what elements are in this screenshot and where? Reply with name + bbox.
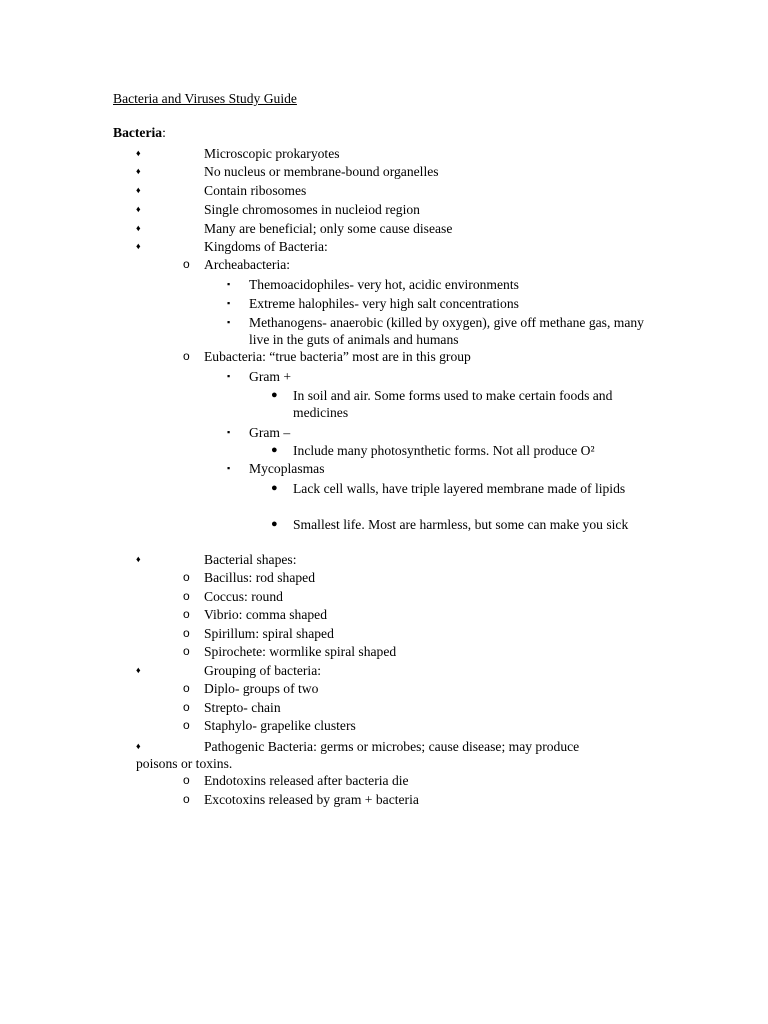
archea-item: Themoacidophiles- very hot, acidic environments xyxy=(249,277,519,292)
gram-negative-detail: Include many photosynthetic forms. Not all produce O² xyxy=(293,443,595,458)
diamond-bullet-icon: ♦ xyxy=(136,554,141,564)
gram-negative-label: Gram – xyxy=(249,425,291,440)
pathogenic-text: Pathogenic Bacteria: germs or microbes; cause disease; may produce xyxy=(204,739,580,754)
grouping-item: Strepto- chain xyxy=(204,700,281,715)
grouping-item: Staphylo- grapelike clusters xyxy=(204,718,356,733)
section-heading xyxy=(113,125,166,141)
toxin-item: Endotoxins released after bacteria die xyxy=(204,773,409,788)
diamond-bullet-icon: ♦ xyxy=(136,148,141,158)
dot-bullet-icon: ● xyxy=(271,482,278,494)
section-heading-label: Bacteria xyxy=(113,125,163,140)
bullet-item: Contain ribosomes xyxy=(204,183,307,198)
pathogenic-text-continued: poisons or toxins. xyxy=(136,756,233,771)
circle-bullet-icon: o xyxy=(183,626,190,640)
circle-bullet-icon: o xyxy=(183,349,190,363)
diamond-bullet-icon: ♦ xyxy=(136,665,141,675)
mycoplasmas-label: Mycoplasmas xyxy=(249,461,325,476)
dot-bullet-icon: ● xyxy=(271,389,278,401)
shape-item: Vibrio: comma shaped xyxy=(204,607,328,622)
square-bullet-icon: ▪ xyxy=(227,279,231,289)
circle-bullet-icon: o xyxy=(183,589,190,603)
dot-bullet-icon: ● xyxy=(271,444,278,456)
mycoplasmas-detail: Smallest life. Most are harmless, but some can make you sick xyxy=(293,517,629,532)
circle-bullet-icon: o xyxy=(183,644,190,658)
shape-item: Coccus: round xyxy=(204,589,283,604)
square-bullet-icon: ▪ xyxy=(227,463,231,473)
kingdom-eubacteria-label: Eubacteria: “true bacteria” most are in this group xyxy=(204,349,471,364)
circle-bullet-icon: o xyxy=(183,718,190,732)
square-bullet-icon: ▪ xyxy=(227,371,231,381)
dot-bullet-icon: ● xyxy=(271,518,278,530)
diamond-bullet-icon: ♦ xyxy=(136,185,141,195)
square-bullet-icon: ▪ xyxy=(227,317,231,327)
shape-item: Spirillum: spiral shaped xyxy=(204,626,334,641)
diamond-bullet-icon: ♦ xyxy=(136,241,141,251)
gram-positive-detail: In soil and air. Some forms used to make certain foods and medicines xyxy=(293,388,613,420)
mycoplasmas-detail: Lack cell walls, have triple layered membrane made of lipids xyxy=(293,481,626,496)
circle-bullet-icon: o xyxy=(183,607,190,621)
grouping-label: Grouping of bacteria: xyxy=(204,663,322,678)
bullet-item: Many are beneficial; only some cause disease xyxy=(204,221,453,236)
diamond-bullet-icon: ♦ xyxy=(136,223,141,233)
circle-bullet-icon: o xyxy=(183,700,190,714)
shape-item: Bacillus: rod shaped xyxy=(204,570,315,585)
shapes-label: Bacterial shapes: xyxy=(204,552,297,567)
archea-item: Methanogens- anaerobic (killed by oxygen), give off methane gas, many live in the guts of animals and humans xyxy=(249,315,644,347)
shape-item: Spirochete: wormlike spiral shaped xyxy=(204,644,397,659)
bullet-item: Single chromosomes in nucleiod region xyxy=(204,202,420,217)
bullet-item: No nucleus or membrane-bound organelles xyxy=(204,164,439,179)
gram-positive-label: Gram + xyxy=(249,369,292,384)
bullet-item: Microscopic prokaryotes xyxy=(204,146,340,161)
grouping-item: Diplo- groups of two xyxy=(204,681,319,696)
kingdom-archea-label: Archeabacteria: xyxy=(204,257,291,272)
section-heading-colon: : xyxy=(162,125,166,140)
circle-bullet-icon: o xyxy=(183,773,190,787)
circle-bullet-icon: o xyxy=(183,681,190,695)
archea-item: Extreme halophiles- very high salt concentrations xyxy=(249,296,519,311)
circle-bullet-icon: o xyxy=(183,257,190,271)
toxin-item: Excotoxins released by gram + bacteria xyxy=(204,792,419,807)
diamond-bullet-icon: ♦ xyxy=(136,204,141,214)
document-title: Bacteria and Viruses Study Guide xyxy=(113,91,297,106)
circle-bullet-icon: o xyxy=(183,570,190,584)
diamond-bullet-icon: ♦ xyxy=(136,741,141,751)
square-bullet-icon: ▪ xyxy=(227,298,231,308)
square-bullet-icon: ▪ xyxy=(227,427,231,437)
bullet-item: Kingdoms of Bacteria: xyxy=(204,239,328,254)
circle-bullet-icon: o xyxy=(183,792,190,806)
diamond-bullet-icon: ♦ xyxy=(136,166,141,176)
